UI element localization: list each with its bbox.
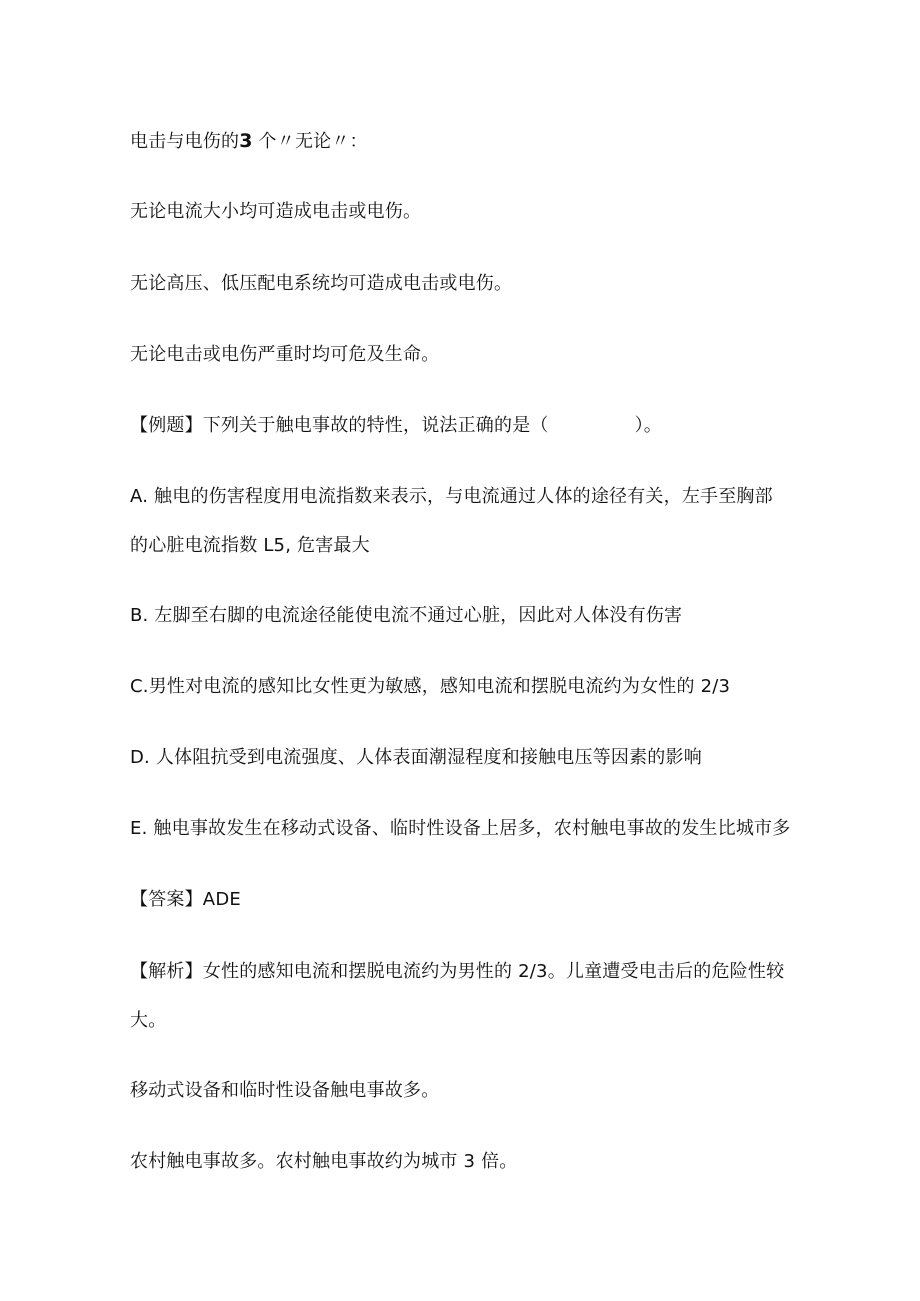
statement-voltage-system: 无论高压、低压配电系统均可造成电击或电伤。 bbox=[130, 273, 513, 294]
answer-line: 【答案】ADE bbox=[130, 889, 241, 910]
question-stem bbox=[130, 414, 810, 438]
section-heading bbox=[130, 129, 810, 154]
note-mobile-equipment: 移动式设备和临时性设备触电事故多。 bbox=[130, 1080, 440, 1101]
statement-current-size: 无论电流大小均可造成电击或电伤。 bbox=[130, 201, 422, 222]
heading-suffix: 个〃无论〃： bbox=[252, 131, 368, 152]
option-c: C.男性对电流的感知比女性更为敏感，感知电流和摆脱电流约为女性的 2/3 bbox=[130, 676, 731, 697]
analysis-line1: 【解析】女性的感知电流和摆脱电流约为男性的 2/3。儿童遭受电击后的危险性较 bbox=[130, 961, 785, 982]
heading-prefix: 电击与电伤的 bbox=[130, 131, 240, 152]
option-a-line1: A. 触电的伤害程度用电流指数来表示，与电流通过人体的途径有关，左手至胸部 bbox=[130, 486, 773, 507]
statement-life-danger: 无论电击或电伤严重时均可危及生命。 bbox=[130, 344, 440, 365]
analysis-line2: 大。 bbox=[130, 1010, 167, 1031]
option-d: D. 人体阻抗受到电流强度、人体表面潮湿程度和接触电压等因素的影响 bbox=[130, 747, 702, 768]
question-stem-before: 【例题】下列关于触电事故的特性，说法正确的是（ bbox=[130, 415, 549, 436]
heading-number: 3 bbox=[239, 130, 253, 152]
note-rural-accidents: 农村触电事故多。农村触电事故约为城市 3 倍。 bbox=[130, 1151, 518, 1172]
option-b: B. 左脚至右脚的电流途径能使电流不通过心脏，因此对人体没有伤害 bbox=[130, 605, 683, 626]
option-a-line2: 的心脏电流指数 L5, 危害最大 bbox=[130, 535, 370, 556]
question-stem-after: ）。 bbox=[634, 415, 663, 436]
option-e: E. 触电事故发生在移动式设备、临时性设备上居多，农村触电事故的发生比城市多 bbox=[130, 818, 791, 839]
